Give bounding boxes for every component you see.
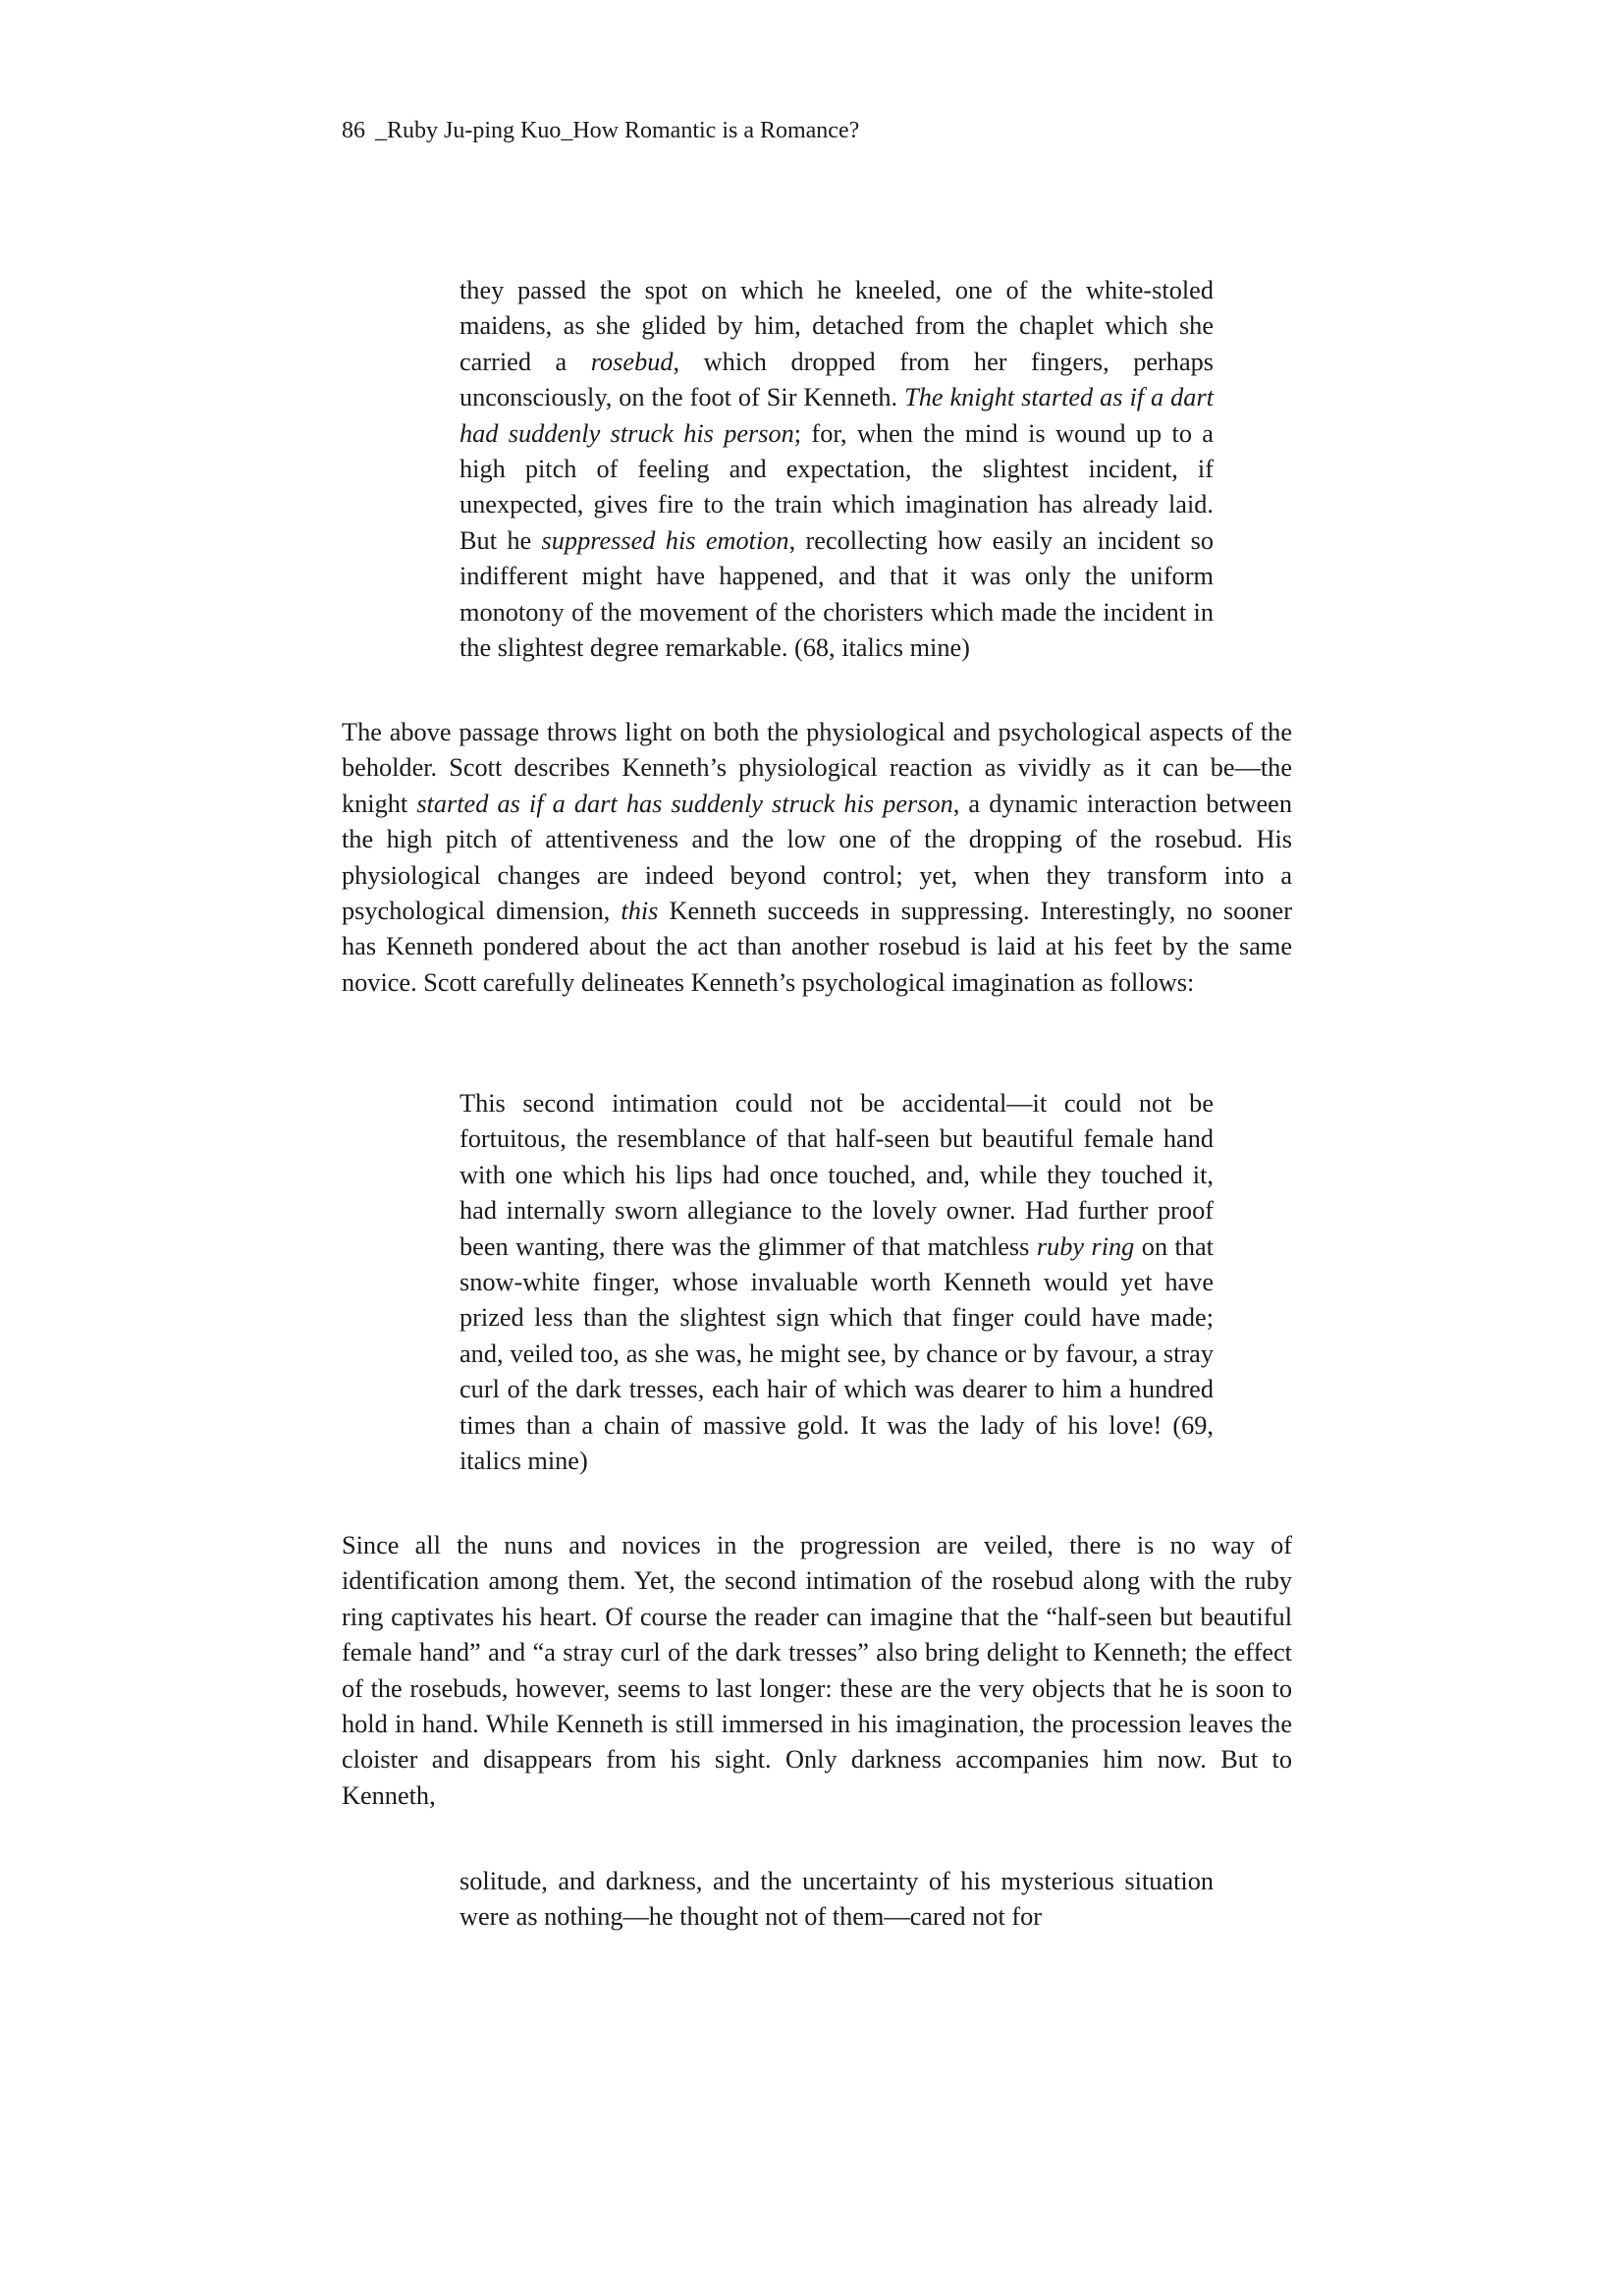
quote-2-text [460, 1086, 1214, 1479]
quote-2-span: This second intimation could not be accidental—it could not be fortuitous, the resemblance of that half-seen but beautiful female hand with one which his lips had once touched, and, while they touched it, had internally sworn allegiance to the lovely owner. Had further proof been wanting, there was the glimmer of that matchless [460, 1089, 1214, 1261]
paragraph-1-span: Kenneth succeeds in suppressing. Interestingly, no sooner has Kenneth pondered about the act than another rosebud is laid at his feet by the same novice. Scott carefully delineates Kenneth’s psychological imagination as follows: [342, 897, 1292, 997]
quote-2-span: on that snow-white finger, whose invaluable worth Kenneth would yet have prized less than the slightest sign which that finger could have made; and, veiled too, as she was, he might see, by chance or by favour, a stray curl of the dark tresses, each hair of which was dearer to him a hundred times than a chain of massive gold. It was the lady of his love! (69, italics mine) [460, 1231, 1214, 1476]
quote-1-text [460, 273, 1214, 666]
quote-3-span: solitude, and darkness, and the uncertainty of his mysterious situation were as nothing—he thought not of them—cared not for [460, 1867, 1214, 1932]
quote-2-italic: ruby ring [1036, 1231, 1135, 1261]
page-number: 86 [342, 118, 365, 143]
paragraph-2-text [342, 1528, 1292, 1814]
paragraph-1-italic: this [621, 897, 659, 926]
quote-1-italic: rosebud [590, 347, 674, 376]
quote-1-span: they passed the spot on which he kneeled, one of the white-stoled maidens, as she glided by him, detached from the chaplet which she carried a [460, 276, 1214, 376]
block-quote-1 [460, 273, 1214, 666]
body-paragraph-2 [342, 1528, 1292, 1814]
quote-1-italic: The knight started as if a dart had suddenly struck his person [460, 383, 1214, 448]
quote-1-span: ; for, when the mind is wound up to a high pitch of feeling and expectation, the slightest incident, if unexpected, gives fire to the train which imagination has already laid. But he [460, 418, 1214, 555]
block-quote-3 [460, 1864, 1214, 1936]
paragraph-1-italic: started as if a dart has suddenly struck his person [416, 789, 953, 818]
block-quote-2 [460, 1086, 1214, 1479]
paragraph-2-span: Since all the nuns and novices in the progression are veiled, there is no way of identification among them. Yet, the second intimation of the rosebud along with the ruby ring captivates his heart. Of course the reader can imagine that the “half-seen but beautiful female hand” and “a stray curl of the dark tresses” also bring delight to Kenneth; the effect of the rosebuds, however, seems to last longer: these are the very objects that he is soon to hold in hand. While Kenneth is still immersed in his imagination, the procession leaves the cloister and disappears from his sight. Only darkness accompanies him now. But to Kenneth, [342, 1531, 1292, 1810]
quote-1-span: , which dropped from her fingers, perhaps unconsciously, on the foot of Sir Kenneth. [460, 347, 1214, 412]
body-paragraph-1 [342, 715, 1292, 1001]
running-head [342, 116, 859, 145]
paragraph-1-span: The above passage throws light on both the physiological and psychological aspects of the beholder. Scott describes Kenneth’s physiological reaction as vividly as it can be—the knight [342, 718, 1292, 818]
quote-1-span: , recollecting how easily an incident so indifferent might have happened, and that it was only the uniform monotony of the movement of the choristers which made the incident in the slightest degree remarkable. (68, italics mine) [460, 525, 1215, 663]
quote-1-italic: suppressed his emotion [541, 525, 789, 555]
quote-3-text [460, 1864, 1214, 1936]
paragraph-1-text [342, 715, 1292, 1001]
paragraph-1-span: , a dynamic interaction between the high pitch of attentiveness and the low one of the dropping of the rosebud. His physiological changes are indeed beyond control; yet, when they transform into a psychological dimension, [342, 789, 1292, 926]
running-title: _Ruby Ju-ping Kuo_How Romantic is a Romance? [375, 118, 860, 143]
